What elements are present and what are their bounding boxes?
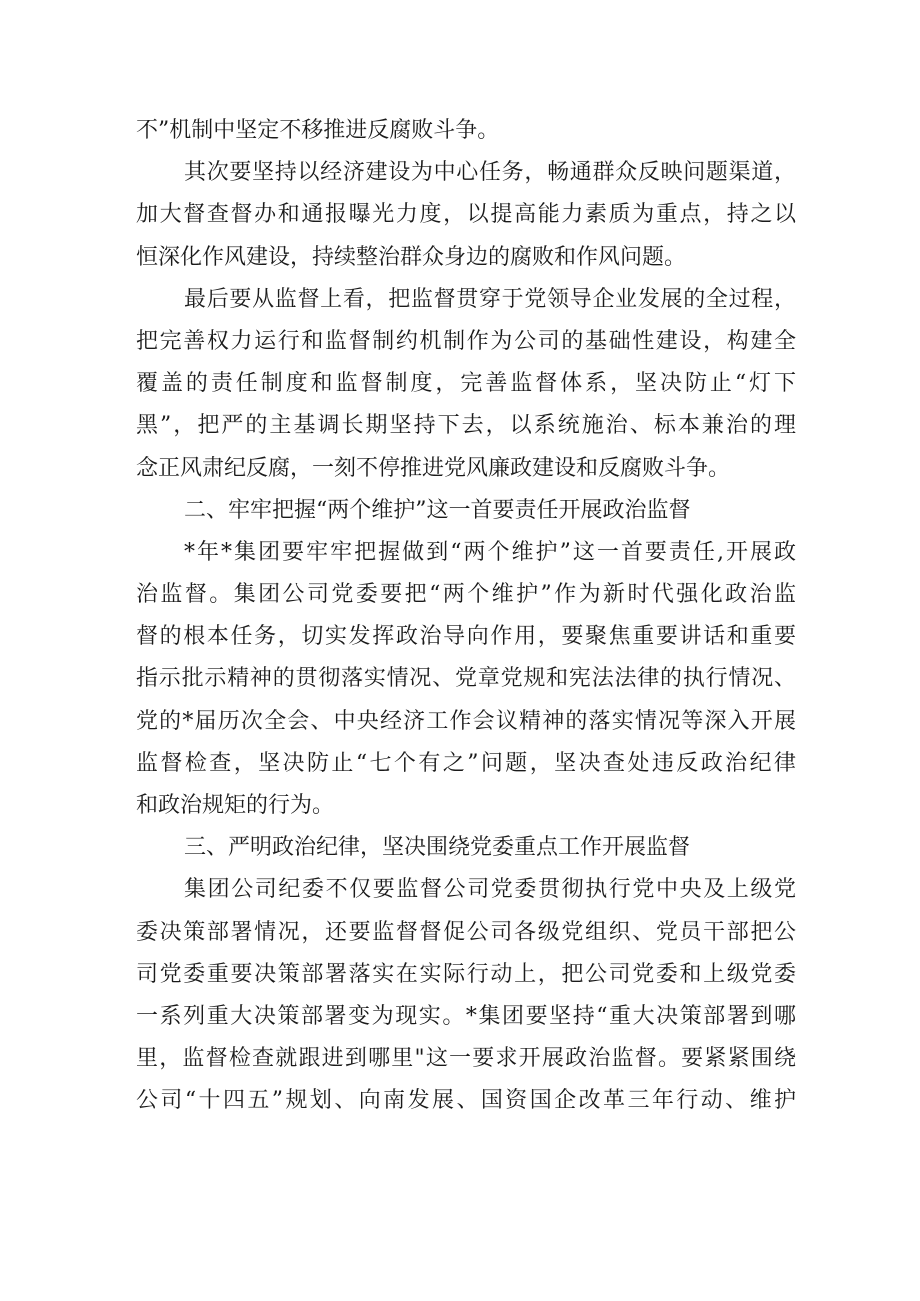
text-line: 督的根本任务，切实发挥政治导向作用，要聚焦重要讲话和重要 — [136, 624, 796, 650]
heading-text: 三、严明政治纪律，坚决围绕党委重点工作开展监督 — [184, 835, 691, 861]
text-line: 一系列重大决策部署变为现实。*集团要坚持“重大决策部署到哪 — [136, 1003, 796, 1029]
text-line: 把完善权力运行和监督制约机制作为公司的基础性建设，构建全 — [136, 328, 796, 354]
paragraph-political-discipline — [136, 869, 796, 1122]
text-line: 司党委重要决策部署落实在实际行动上，把公司党委和上级党委 — [136, 961, 796, 987]
heading-text: 二、牢牢把握“两个维护”这一首要责任开展政治监督 — [184, 497, 691, 523]
text-line: 和政治规矩的行为。 — [136, 793, 335, 818]
text-line: 里，监督检查就跟进到哪里"这一要求开展政治监督。要紧紧围绕 — [136, 1046, 796, 1072]
section-heading-three — [136, 827, 796, 869]
paragraph-two-maintains — [136, 532, 796, 827]
paragraph-continuation — [136, 110, 796, 152]
text-line: 覆盖的责任制度和监督制度，完善监督体系，坚决防止“灯下 — [136, 371, 796, 397]
text-line: 黑”，把严的主基调长期坚持下去，以系统施治、标本兼治的理 — [136, 413, 796, 439]
text-line: 委决策部署情况，还要监督督促公司各级党组织、党员干部把公 — [136, 919, 796, 945]
paragraph-economic-construction — [136, 152, 796, 279]
text-line: 公司“十四五”规划、向南发展、国资国企改革三年行动、维护 — [136, 1088, 796, 1114]
text-line: 指示批示精神的贯彻落实情况、党章党规和宪法法律的执行情况、 — [136, 666, 796, 692]
text-line: *年*集团要牢牢把握做到“两个维护”这一首要责任,开展政 — [184, 539, 796, 565]
document-body — [136, 110, 796, 1123]
text-line: 其次要坚持以经济建设为中心任务，畅通群众反映问题渠道， — [184, 160, 796, 186]
text-line: 念正风肃纪反腐，一刻不停推进党风廉政建设和反腐败斗争。 — [136, 455, 731, 481]
text-line: 监督检查，坚决防止“七个有之”问题，坚决查处违反政治纪律 — [136, 750, 796, 776]
text-line: 不”机制中坚定不移推进反腐败斗争。 — [136, 118, 500, 143]
paragraph-supervision — [136, 279, 796, 490]
text-line: 治监督。集团公司党委要把“两个维护”作为新时代强化政治监 — [136, 582, 796, 608]
section-heading-two — [136, 490, 796, 532]
text-line: 最后要从监督上看，把监督贯穿于党领导企业发展的全过程， — [184, 286, 796, 312]
text-line: 恒深化作风建设，持续整治群众身边的腐败和作风问题。 — [136, 244, 687, 270]
text-line: 集团公司纪委不仅要监督公司党委贯彻执行党中央及上级党 — [184, 877, 796, 903]
text-line: 党的*届历次全会、中央经济工作会议精神的落实情况等深入开展 — [136, 708, 796, 734]
text-line: 加大督查督办和通报曝光力度，以提高能力素质为重点，持之以 — [136, 202, 796, 228]
